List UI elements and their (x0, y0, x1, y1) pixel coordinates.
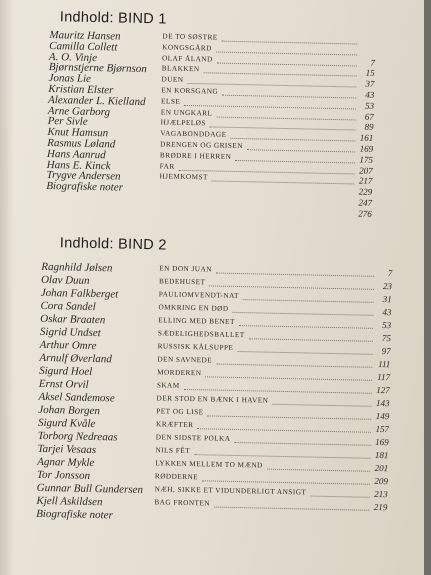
author-name: Arnulf Øverland (39, 351, 112, 366)
dot-leader (235, 441, 371, 446)
story-title: HJÆLPELØS (160, 118, 206, 128)
dot-leader (194, 453, 370, 459)
page-number: 247 (358, 197, 373, 208)
story-title: RUSSISK KÅLSUPPE (157, 342, 234, 352)
story-title: DEN SIDSTE POLKA (155, 433, 231, 443)
author-name: Hans E. Kinck (46, 158, 111, 172)
story-title: MORDEREN (157, 368, 202, 378)
page-number (351, 46, 375, 47)
dot-leader (197, 427, 371, 433)
story-title: SÆDELIGHEDSBALLET (157, 329, 245, 340)
dot-leader (214, 506, 369, 511)
page-number: 175 (359, 154, 374, 165)
author-name: Olav Duun (40, 273, 90, 287)
author-name: Knut Hamsun (47, 126, 109, 140)
story-title: EN UNGKARL (160, 107, 213, 118)
page-number: 37 (365, 78, 375, 90)
page-number: 53 (382, 320, 392, 331)
dot-leader (267, 468, 370, 472)
author-name: Sigrid Undset (39, 325, 101, 340)
author-name: Aksel Sandemose (38, 390, 115, 405)
page-number: 75 (381, 333, 392, 344)
story-title: KONGSGÅRD (162, 43, 212, 53)
story-title: EN KORSGANG (161, 86, 219, 96)
author-name: Johan Falkberget (40, 286, 119, 301)
page-number: 43 (365, 89, 375, 100)
story-title: BEDEHUSET (158, 277, 206, 287)
author-name: Camilla Collett (49, 39, 118, 54)
dot-leader (202, 479, 370, 485)
story-title: KRÆFTER (155, 420, 194, 430)
story-title: DRENGEN OG GRISEN (160, 140, 244, 151)
page-number: 207 (359, 165, 373, 176)
contents-section-bind-2 (0, 234, 424, 522)
author-name: Ernst Orvil (38, 377, 89, 391)
page-number: 117 (377, 371, 391, 383)
book-edge (424, 0, 431, 575)
dot-leader (272, 403, 371, 407)
author-name: Sigurd Hoel (39, 364, 93, 378)
page-number: 276 (358, 208, 372, 219)
page-number: 201 (374, 462, 389, 474)
author-name: Torborg Nedreaas (37, 429, 118, 444)
story-title: SKAM (156, 381, 180, 390)
author-name: Tarjei Vesaas (37, 442, 97, 457)
page-number: 7 (387, 268, 393, 279)
dot-leader (205, 375, 372, 380)
author-name: Gunnar Bull Gundersen (36, 481, 144, 497)
author-name: Oskar Braaten (40, 312, 106, 327)
story-title: NÆH, SIKKE ET VIDUNDERLIGT ANSIGT (154, 485, 307, 497)
author-name: Kjell Askildsen (36, 494, 103, 509)
page-number: 31 (382, 294, 392, 305)
dot-leader (207, 414, 371, 419)
page-number (352, 35, 376, 36)
page-number: 7 (370, 57, 376, 68)
story-title: PAULIOMVENDT-NAT (158, 290, 239, 301)
dot-leader (184, 388, 372, 394)
story-title: NILS FÊT (155, 446, 191, 456)
story-title: FAR (159, 161, 175, 171)
story-title: ELSE (160, 97, 181, 106)
page-number: 161 (359, 132, 374, 144)
story-title: OLAF ÅLAND (161, 53, 213, 64)
story-title: DUEN (161, 75, 184, 85)
page-number: 169 (359, 143, 374, 154)
section-heading: Indhold: BIND 2 (59, 235, 167, 254)
story-title: LYKKEN MELLEM TO MÆND (155, 459, 263, 470)
page-number: 181 (374, 449, 389, 461)
story-title: OMKRING EN DØD (158, 303, 229, 313)
dot-leader (216, 363, 372, 368)
story-title: ELLING MED BENET (158, 316, 235, 326)
page-number (363, 515, 387, 516)
author-name: Arne Garborg (47, 104, 111, 118)
page-number: 67 (364, 111, 374, 122)
story-title: BLAKKEN (161, 64, 200, 74)
author-name: Johan Borgen (38, 403, 101, 418)
story-title: DER STOD EN BÆNK I HAVEN (156, 394, 269, 405)
page-number: 229 (358, 186, 373, 198)
author-name: Agnar Mykle (37, 455, 95, 470)
page-number: 111 (378, 358, 391, 370)
author-name: Tor Jonsson (36, 468, 91, 482)
author-name: Ragnhild Jølsen (41, 260, 113, 275)
page-number: 209 (374, 475, 389, 487)
page-number: 213 (374, 488, 388, 500)
dot-leader (239, 324, 373, 329)
author-name: Kristian Elster (48, 83, 114, 97)
author-name: Bjørnstjerne Bjørnson (48, 61, 147, 76)
story-title: DE TO SØSTRE (162, 32, 218, 42)
page-number: 143 (375, 397, 390, 409)
page-number: 89 (364, 122, 374, 133)
author-name: A. O. Vinje (48, 50, 98, 64)
dot-leader (243, 298, 374, 303)
author-name: Arthur Omre (39, 338, 97, 353)
dot-leader (232, 311, 373, 316)
story-title: PET OG LISE (156, 407, 204, 417)
dot-leader (311, 495, 370, 498)
contents-section-bind-1 (0, 8, 424, 219)
dot-leader (216, 272, 374, 277)
story-title: RØDDERNE (154, 472, 199, 482)
page-number: 149 (375, 410, 390, 422)
author-name: Biografiske noter (36, 507, 113, 522)
page-number: 43 (382, 307, 392, 318)
author-name: Alexander L. Kielland (47, 93, 146, 108)
section-heading: Indhold: BIND 1 (59, 9, 167, 28)
page-number: 15 (365, 68, 375, 79)
story-title: EN DON JUAN (159, 264, 213, 274)
page-number: 53 (364, 100, 375, 111)
author-name: Sigurd Kvåle (37, 416, 96, 431)
dot-leader (249, 337, 373, 342)
author-name: Hans Aanrud (46, 147, 106, 162)
story-title: BAG FRONTEN (154, 498, 211, 508)
story-title: HJEMKOMST (159, 172, 209, 182)
author-name: Jonas Lie (48, 72, 92, 86)
page-number: 169 (375, 436, 389, 448)
author-name: Trygve Andersen (46, 169, 121, 183)
author-name: Per Sivle (47, 115, 88, 129)
dot-leader (209, 284, 374, 289)
story-title: BRØDRE I HERREN (159, 151, 232, 161)
dot-leader (238, 350, 373, 355)
page-number: 219 (373, 501, 388, 513)
author-name: Cora Sandel (40, 299, 96, 314)
author-name: Mauritz Hansen (49, 29, 121, 43)
author-name: Rasmus Løland (47, 137, 116, 151)
story-title: VAGABONDDAGE (160, 129, 227, 139)
page-number: 127 (376, 384, 390, 396)
author-name: Biografiske noter (46, 180, 124, 194)
page-number: 97 (381, 346, 391, 357)
page-number: 23 (382, 281, 393, 292)
page-number: 157 (375, 423, 390, 435)
story-title: DEN SAVNEDE (157, 355, 213, 365)
page-number: 217 (358, 175, 373, 187)
